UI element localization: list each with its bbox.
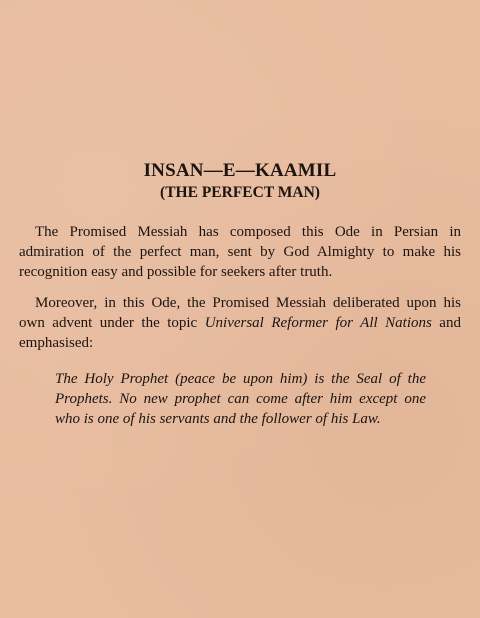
- block-quote: The Holy Prophet (peace be upon him) is the Seal of the Prophets. No new prophet can come after him except one who is one of his servants and the follower of his Law.: [55, 371, 426, 427]
- page-title: INSAN—E—KAAMIL: [143, 160, 337, 181]
- paragraph-advent-emphasis: Universal Reformer for All Nations: [204, 315, 432, 331]
- page-subtitle: (THE PERFECT MAN): [160, 184, 320, 201]
- paragraph-intro: The Promised Messiah has composed this Ode in Persian in admiration of the perfect man, sent by God Almighty to make his recognition easy and possible for seekers after truth.: [19, 224, 461, 280]
- paragraph-advent-text-after: and emphasised:: [19, 315, 461, 351]
- heading-block: [0, 160, 480, 203]
- paragraph-advent: [19, 293, 461, 353]
- paragraph-advent-text-before: Moreover, in this Ode, the Promised Messiah deliberated upon his own advent under the topic: [19, 295, 461, 331]
